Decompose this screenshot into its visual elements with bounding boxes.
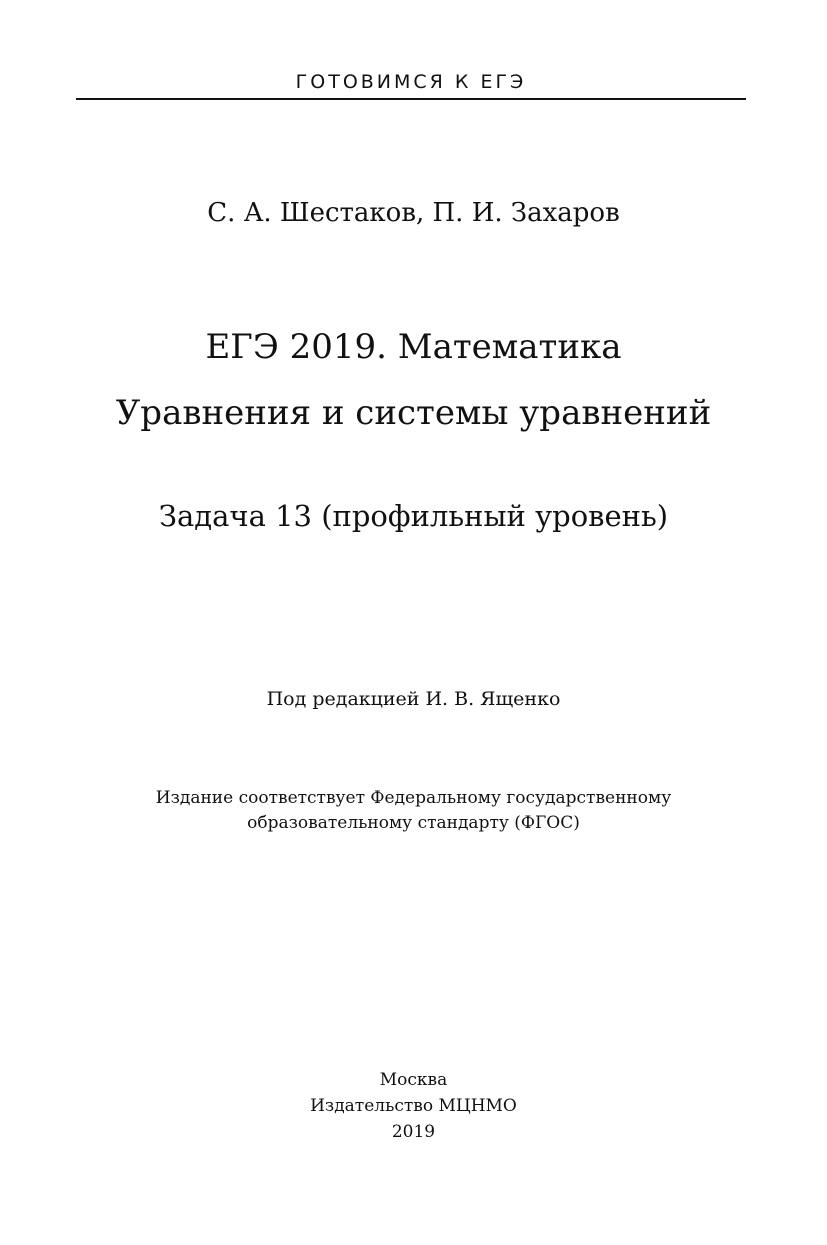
series-title: ГОТОВИМСЯ К ЕГЭ <box>295 71 527 93</box>
book-subtitle: Задача 13 (профильный уровень) <box>158 499 669 533</box>
imprint-city: Москва <box>379 1070 448 1090</box>
header-rule <box>76 98 746 100</box>
book-title-line-2: Уравнения и системы уравнений <box>115 393 712 433</box>
imprint-year: 2019 <box>391 1122 436 1142</box>
imprint-publisher: Издательство МЦНМО <box>310 1096 517 1116</box>
standard-note-line-2: образовательному стандарту (ФГОС) <box>247 813 580 833</box>
authors: С. А. Шестаков, П. И. Захаров <box>207 198 620 228</box>
standard-note-line-1: Издание соответствует Федеральному государственному <box>155 788 672 808</box>
book-title-line-1: ЕГЭ 2019. Математика <box>205 327 622 367</box>
editor-credit: Под редакцией И. В. Ященко <box>266 688 561 710</box>
